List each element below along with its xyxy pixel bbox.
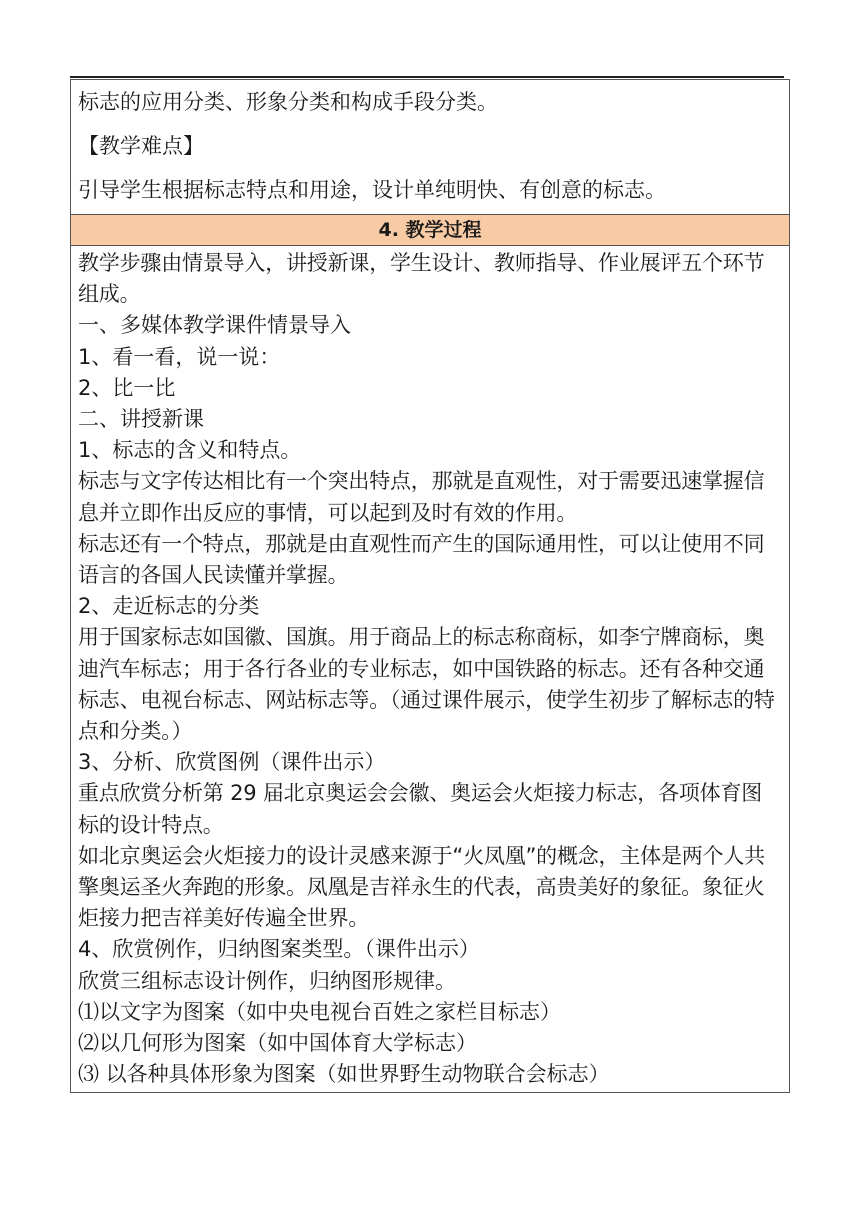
type-figurative: ⑶ 以各种具体形象为图案（如世界野生动物联合会标志） [78,1062,610,1087]
difficulty-heading: 【教学难点】 [78,134,204,158]
part2-title: 二、讲授新课 [78,407,204,432]
process-cell [71,246,790,1093]
part2-item1-text2: 标志还有一个特点，那就是由直观性而产生的国际通用性，可以让使用不同语言的各国人民读懂并掌握。 [78,531,765,588]
part1-item2: 2、比一比 [78,375,176,400]
type-text: ⑴以文字为图案（如中央电视台百姓之家栏目标志） [78,999,561,1024]
key-points-cell [71,80,790,215]
part1-title: 一、多媒体教学课件情景导入 [78,313,351,338]
part2-item1: 1、标志的含义和特点。 [78,438,302,463]
part2-item2-text: 用于国家标志如国徽、国旗。用于商品上的标志称商标，如李宁牌商标，奥迪汽车标志；用于各行各业的专业标志，如中国铁路的标志。还有各种交通标志、电视台标志、网站标志等。（通过课件展示，使学生初步了解标志的特点和分类。） [78,625,775,744]
key-points-row [71,80,790,215]
part2-item4-text: 欣赏三组标志设计例作，归纳图形规律。 [78,968,456,993]
part2-item1-text1: 标志与文字传达相比有一个突出特点，那就是直观性，对于需要迅速掌握信息并立即作出反应的事情，可以起到及时有效的作用。 [78,469,765,525]
part1-item1: 1、看一看，说一说： [78,344,281,369]
part2-item3: 3、分析、欣赏图例（课件出示） [78,750,386,775]
lesson-plan-table [70,79,790,1093]
part2-item2: 2、走近标志的分类 [78,594,260,619]
difficulty-text: 引导学生根据标志特点和用途，设计单纯明快、有创意的标志。 [78,178,666,202]
section-header: 4. 教学过程 [71,215,790,246]
part2-item3-text2: 如北京奥运会火炬接力的设计灵感来源于“火凤凰”的概念，主体是两个人共擎奥运圣火奔跑的形象。凤凰是吉祥永生的代表，高贵美好的象征。象征火炬接力把吉祥美好传遍全世界。 [78,843,765,931]
type-geometric: ⑵以几何形为图案（如中国体育大学标志） [78,1031,477,1056]
process-intro: 教学步骤由情景导入，讲授新课，学生设计、教师指导、作业展评五个环节组成。 [78,251,765,307]
key-points-text: 标志的应用分类、形象分类和构成手段分类。 [78,90,498,114]
process-row [71,246,790,1093]
part2-item3-text1: 重点欣赏分析第 29 届北京奥运会会徽、奥运会火炬接力标志，各项体育图标的设计特点。 [78,781,763,837]
part2-item4: 4、欣赏例作，归纳图案类型。（课件出示） [78,937,480,962]
section-header-row [71,215,790,246]
top-rule [70,76,784,78]
